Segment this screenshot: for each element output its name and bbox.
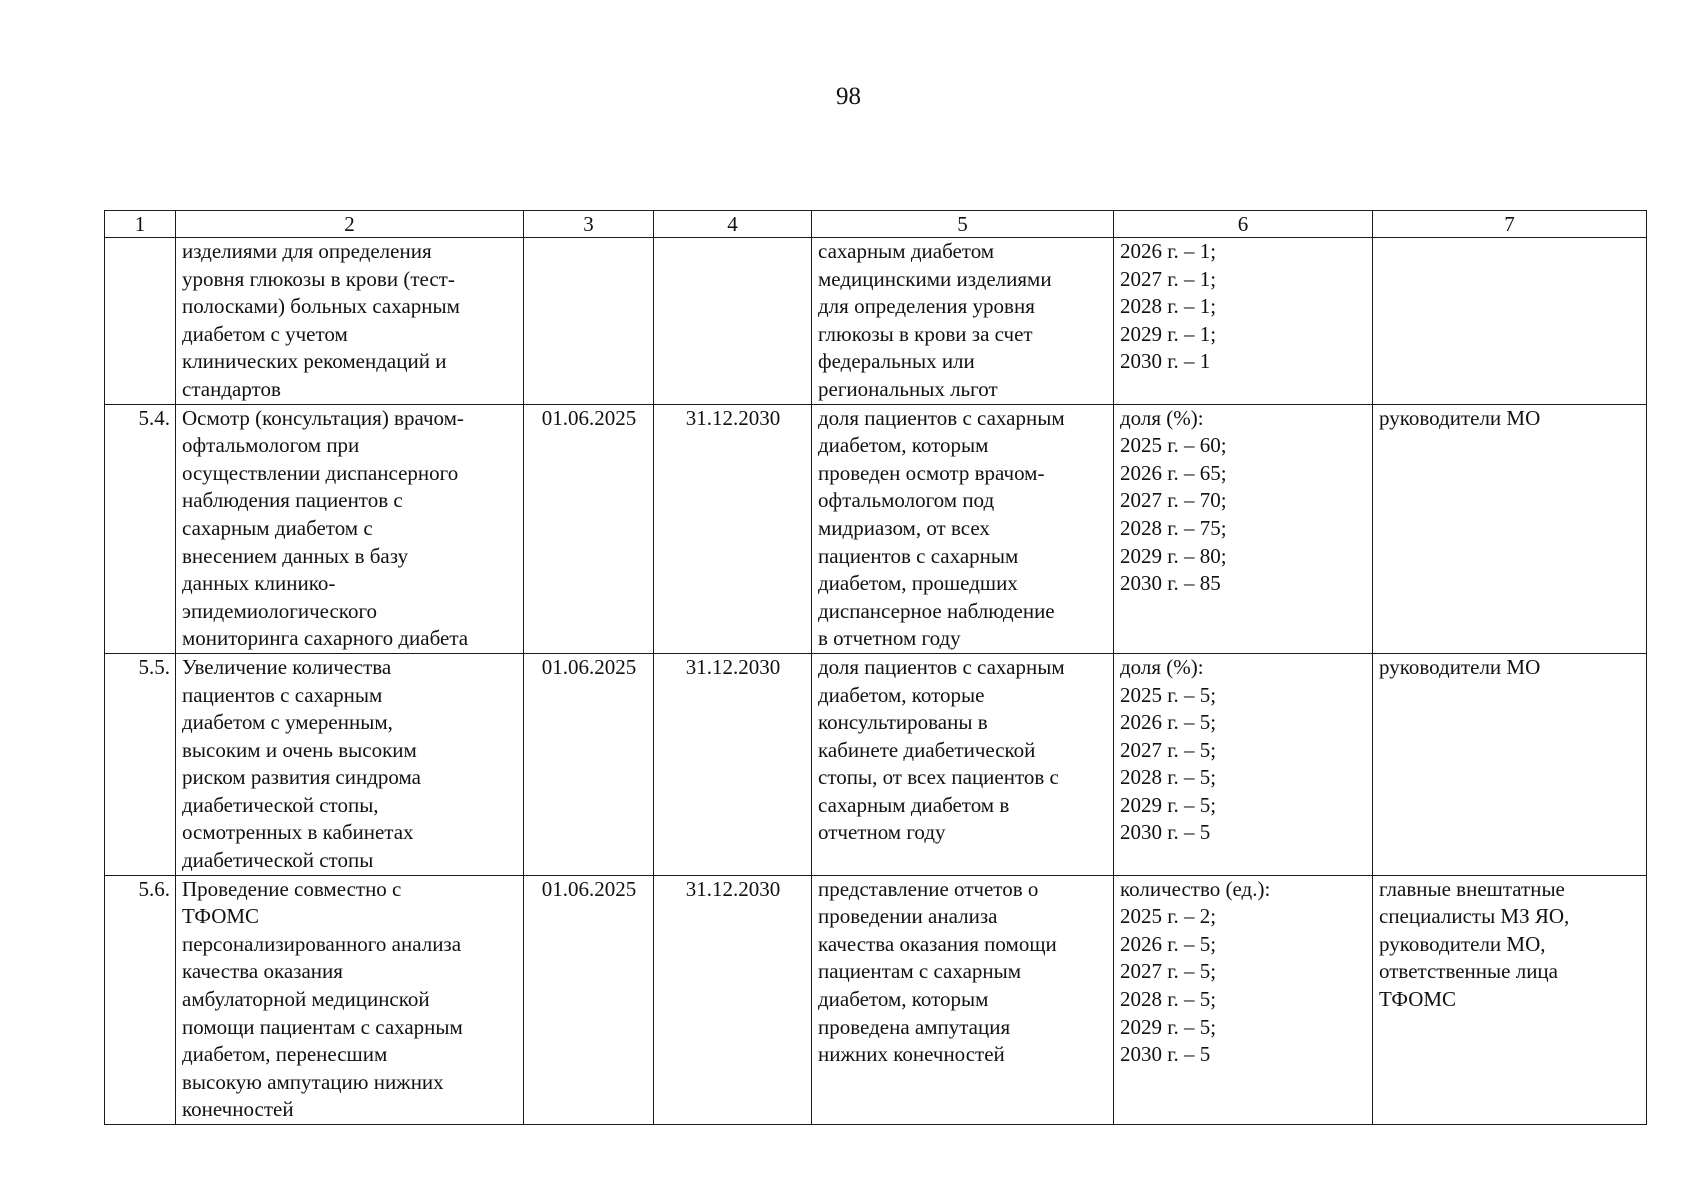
start-date-cell bbox=[524, 238, 654, 405]
column-header: 5 bbox=[812, 211, 1114, 238]
start-date-cell: 01.06.2025 bbox=[524, 653, 654, 875]
indicator-cell: доля пациентов с сахарным диабетом, которым проведен осмотр врачом- офтальмологом под мидриазом, от всех пациентов с сахарным диабетом, прошедших диспансерное наблюдение в отчетном году bbox=[812, 404, 1114, 653]
indicator-cell: доля пациентов с сахарным диабетом, которые консультированы в кабинете диабетической стопы, от всех пациентов с сахарным диабетом в отчетном году bbox=[812, 653, 1114, 875]
row-number-cell bbox=[105, 238, 176, 405]
page-number: 98 bbox=[836, 83, 861, 110]
event-cell: Проведение совместно с ТФОМС персонализированного анализа качества оказания амбулаторной медицинской помощи пациентам с сахарным диабетом, перенесшим высокую ампутацию нижних конечностей bbox=[176, 875, 524, 1124]
start-date-cell: 01.06.2025 bbox=[524, 404, 654, 653]
end-date-cell: 31.12.2030 bbox=[654, 653, 812, 875]
end-date-cell bbox=[654, 238, 812, 405]
end-date-cell: 31.12.2030 bbox=[654, 875, 812, 1124]
table-row bbox=[105, 238, 1647, 405]
table-row bbox=[105, 875, 1647, 1124]
event-cell: изделиями для определения уровня глюкозы в крови (тест- полосками) больных сахарным диабетом с учетом клинических рекомендаций и стандартов bbox=[176, 238, 524, 405]
row-number-cell: 5.5. bbox=[105, 653, 176, 875]
table-row bbox=[105, 404, 1647, 653]
responsible-cell: руководители МО bbox=[1373, 404, 1647, 653]
values-cell: доля (%): 2025 г. – 60; 2026 г. – 65; 2027 г. – 70; 2028 г. – 75; 2029 г. – 80; 2030 г. – 85 bbox=[1114, 404, 1373, 653]
responsible-cell: руководители МО bbox=[1373, 653, 1647, 875]
column-header: 7 bbox=[1373, 211, 1647, 238]
column-header: 6 bbox=[1114, 211, 1373, 238]
row-number-cell: 5.4. bbox=[105, 404, 176, 653]
event-cell: Увеличение количества пациентов с сахарным диабетом с умеренным, высоким и очень высоким риском развития синдрома диабетической стопы, осмотренных в кабинетах диабетической стопы bbox=[176, 653, 524, 875]
values-cell: количество (ед.): 2025 г. – 2; 2026 г. – 5; 2027 г. – 5; 2028 г. – 5; 2029 г. – 5; 2030 г. – 5 bbox=[1114, 875, 1373, 1124]
row-number-cell: 5.6. bbox=[105, 875, 176, 1124]
values-cell: 2026 г. – 1; 2027 г. – 1; 2028 г. – 1; 2029 г. – 1; 2030 г. – 1 bbox=[1114, 238, 1373, 405]
measures-table bbox=[104, 210, 1647, 1125]
column-header: 2 bbox=[176, 211, 524, 238]
start-date-cell: 01.06.2025 bbox=[524, 875, 654, 1124]
indicator-cell: сахарным диабетом медицинскими изделиями для определения уровня глюкозы в крови за счет федеральных или региональных льгот bbox=[812, 238, 1114, 405]
column-header: 1 bbox=[105, 211, 176, 238]
responsible-cell bbox=[1373, 238, 1647, 405]
table-row bbox=[105, 653, 1647, 875]
indicator-cell: представление отчетов о проведении анализа качества оказания помощи пациентам с сахарным диабетом, которым проведена ампутация нижних конечностей bbox=[812, 875, 1114, 1124]
column-header: 3 bbox=[524, 211, 654, 238]
end-date-cell: 31.12.2030 bbox=[654, 404, 812, 653]
table-header-row bbox=[105, 211, 1647, 238]
values-cell: доля (%): 2025 г. – 5; 2026 г. – 5; 2027 г. – 5; 2028 г. – 5; 2029 г. – 5; 2030 г. – 5 bbox=[1114, 653, 1373, 875]
column-header: 4 bbox=[654, 211, 812, 238]
responsible-cell: главные внештатные специалисты МЗ ЯО, руководители МО, ответственные лица ТФОМС bbox=[1373, 875, 1647, 1124]
event-cell: Осмотр (консультация) врачом- офтальмологом при осуществлении диспансерного наблюдения пациентов с сахарным диабетом с внесением данных в базу данных клинико- эпидемиологического мониторинга сахарного диабета bbox=[176, 404, 524, 653]
